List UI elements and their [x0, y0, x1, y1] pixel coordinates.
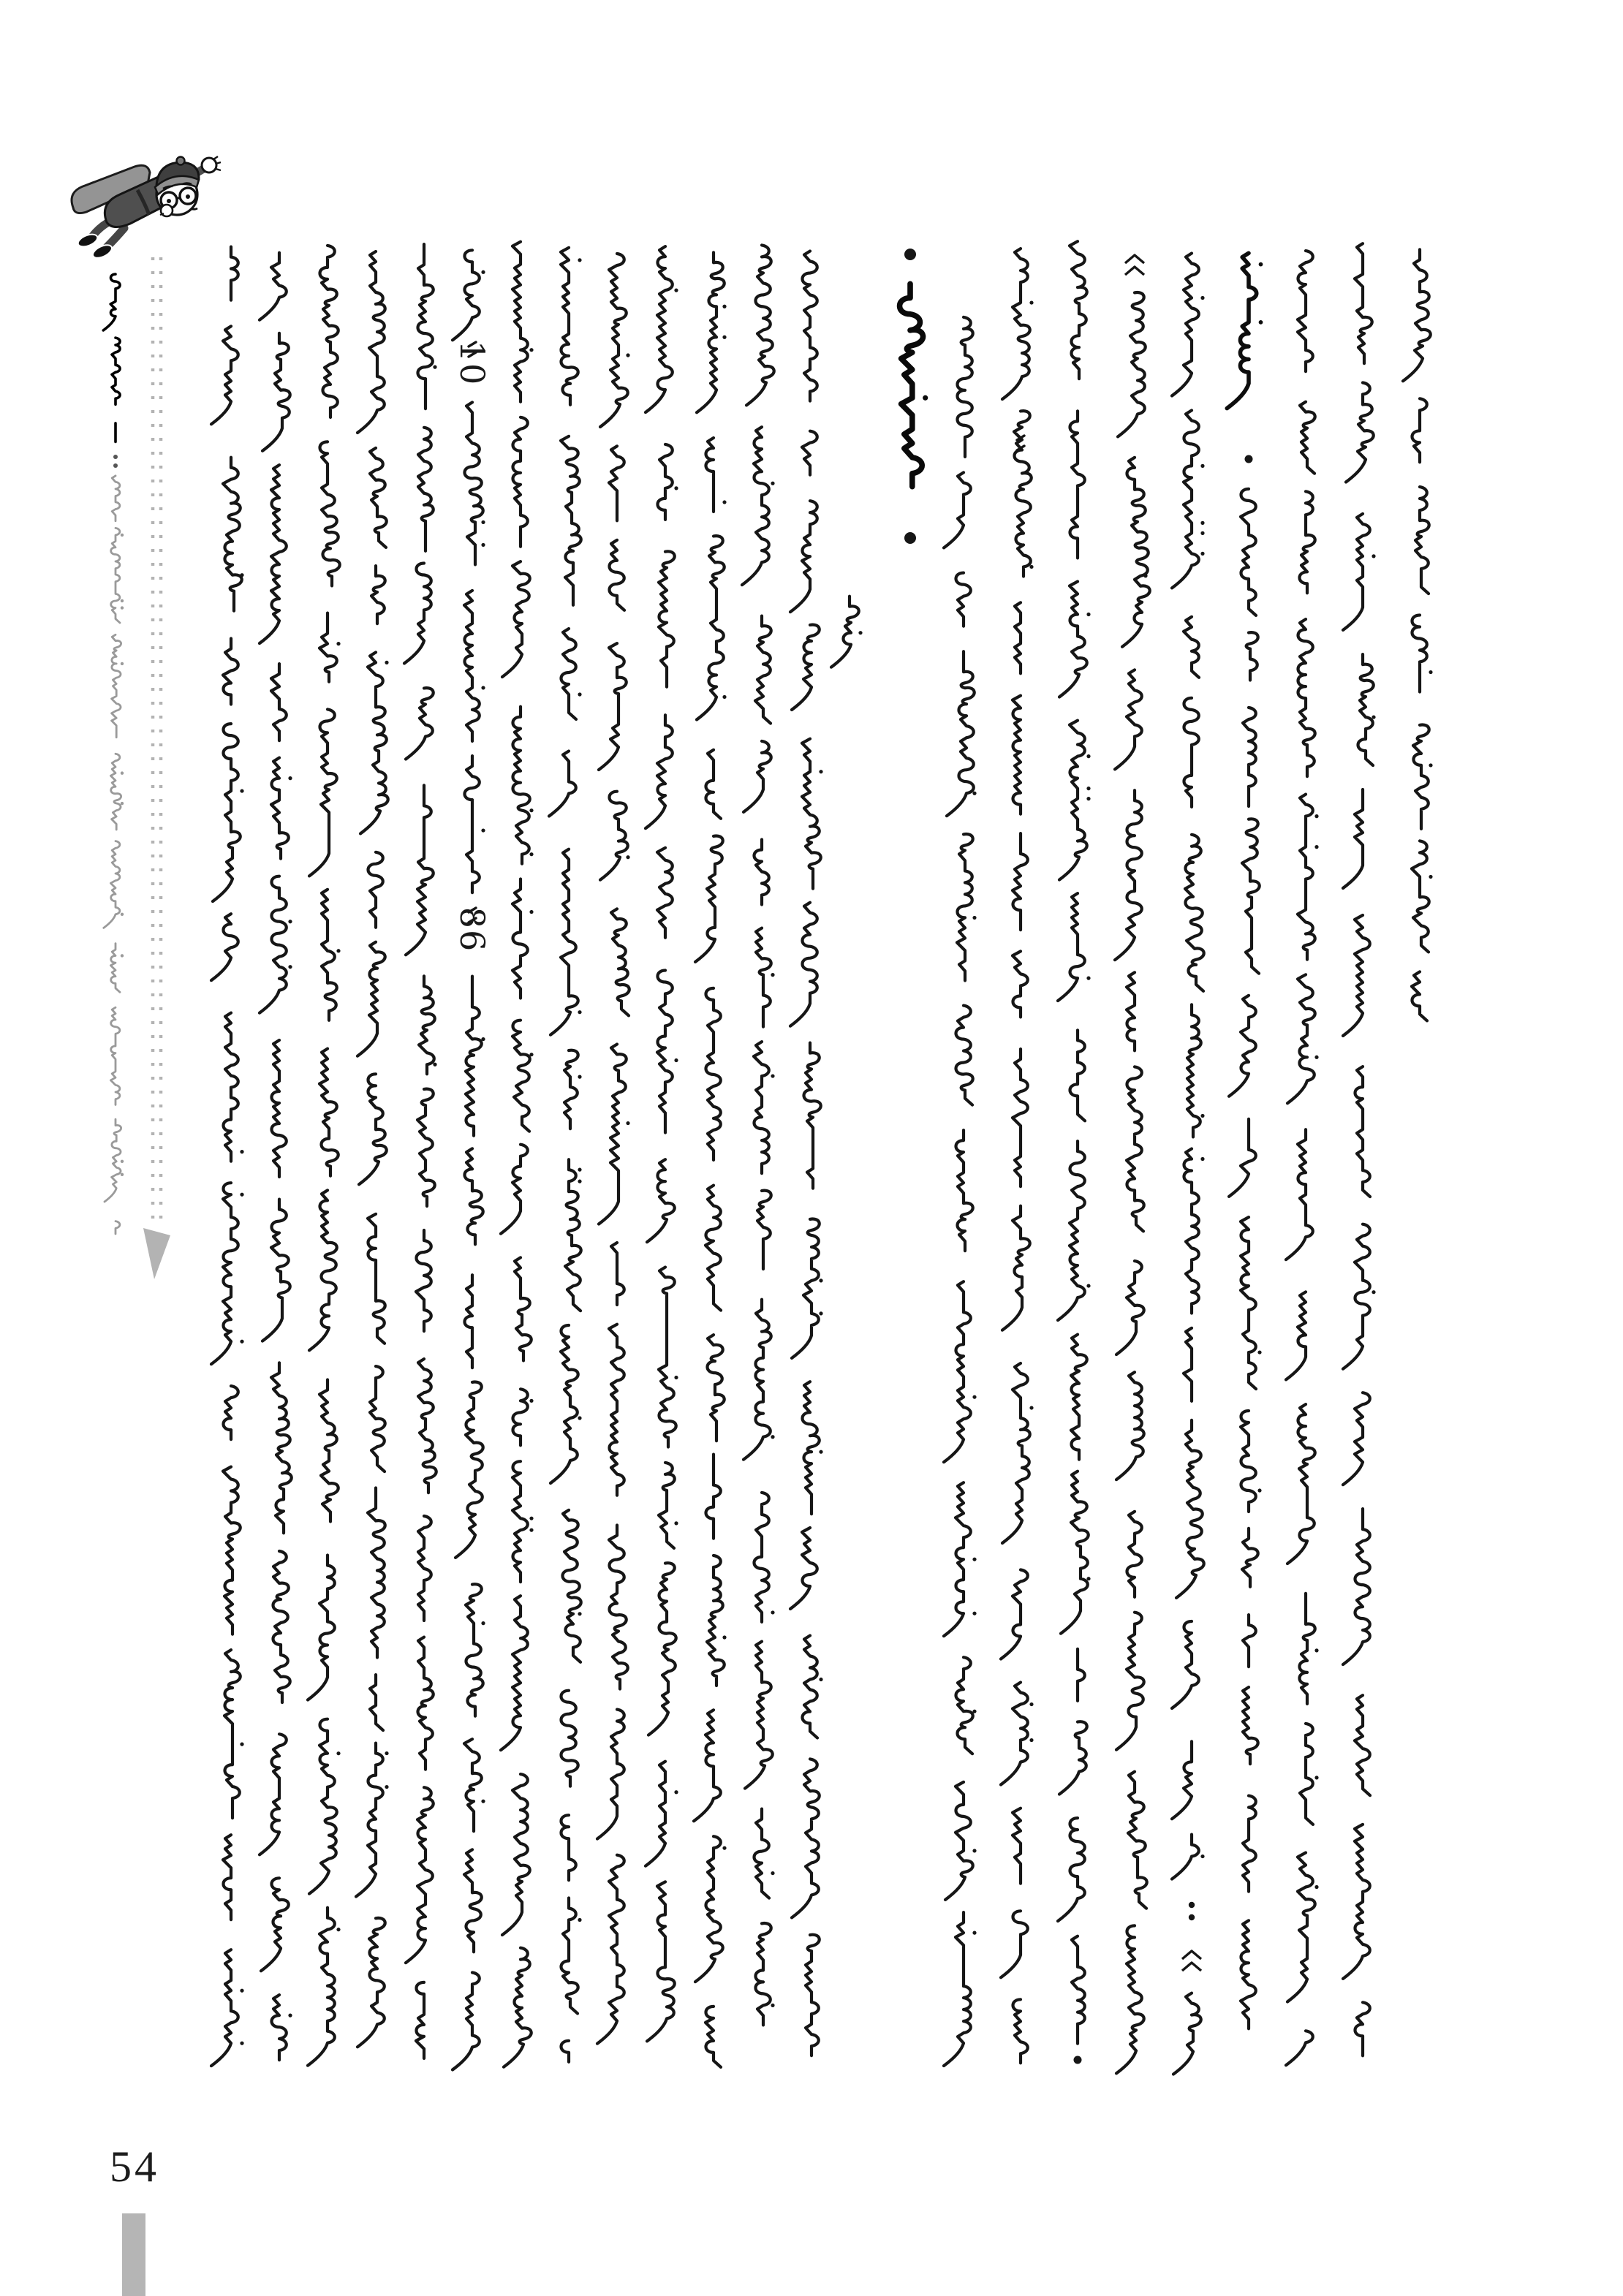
text-column: [1403, 249, 1433, 1020]
quote-open-mark: [1182, 1951, 1201, 1971]
text-column: [308, 246, 341, 2066]
text-column: [646, 246, 678, 2041]
text-column: [1001, 249, 1034, 2063]
text-column: [1173, 1993, 1201, 2075]
text-column: [1286, 251, 1319, 2065]
text-column: [453, 977, 485, 2070]
dot-mark: [1074, 2056, 1082, 2064]
footer-bar-decoration: [122, 2213, 145, 2296]
text-column: [944, 317, 977, 2066]
dot-mark: [1245, 455, 1253, 463]
colon-small-mark: [113, 455, 118, 468]
heading-column: [900, 284, 928, 486]
inline-numeral-10: 10: [453, 340, 492, 387]
text-column: [1172, 254, 1205, 1879]
text-column: [742, 245, 775, 2025]
bullet-mark: [904, 249, 916, 260]
colon-mark: [1189, 1902, 1195, 1920]
text-column: [211, 247, 244, 2066]
bullet-mark: [904, 532, 916, 544]
text-column: [790, 251, 823, 2056]
quote-open-mark: [1125, 255, 1144, 275]
text-column: [356, 251, 389, 2047]
text-column: [831, 596, 863, 667]
header-strip-text: [103, 274, 120, 442]
text-column: [404, 244, 437, 2058]
text-column: [597, 254, 630, 2044]
text-column: [464, 402, 485, 893]
text-column: [1115, 292, 1150, 2073]
arrow-triangle-icon: [143, 1228, 170, 1279]
text-column: [549, 248, 582, 2062]
text-column: [694, 252, 727, 2067]
text-column: [1229, 489, 1262, 2028]
text-column: [501, 242, 534, 2067]
header-strip-text: [104, 476, 124, 1234]
text-column: [453, 250, 485, 340]
text-column: [1227, 253, 1263, 408]
page-number: 54: [110, 2142, 159, 2191]
text-column: [260, 253, 292, 2060]
inline-numeral-86: 86: [453, 906, 492, 953]
text-column: [1058, 241, 1091, 2044]
text-column: [1343, 243, 1376, 2056]
